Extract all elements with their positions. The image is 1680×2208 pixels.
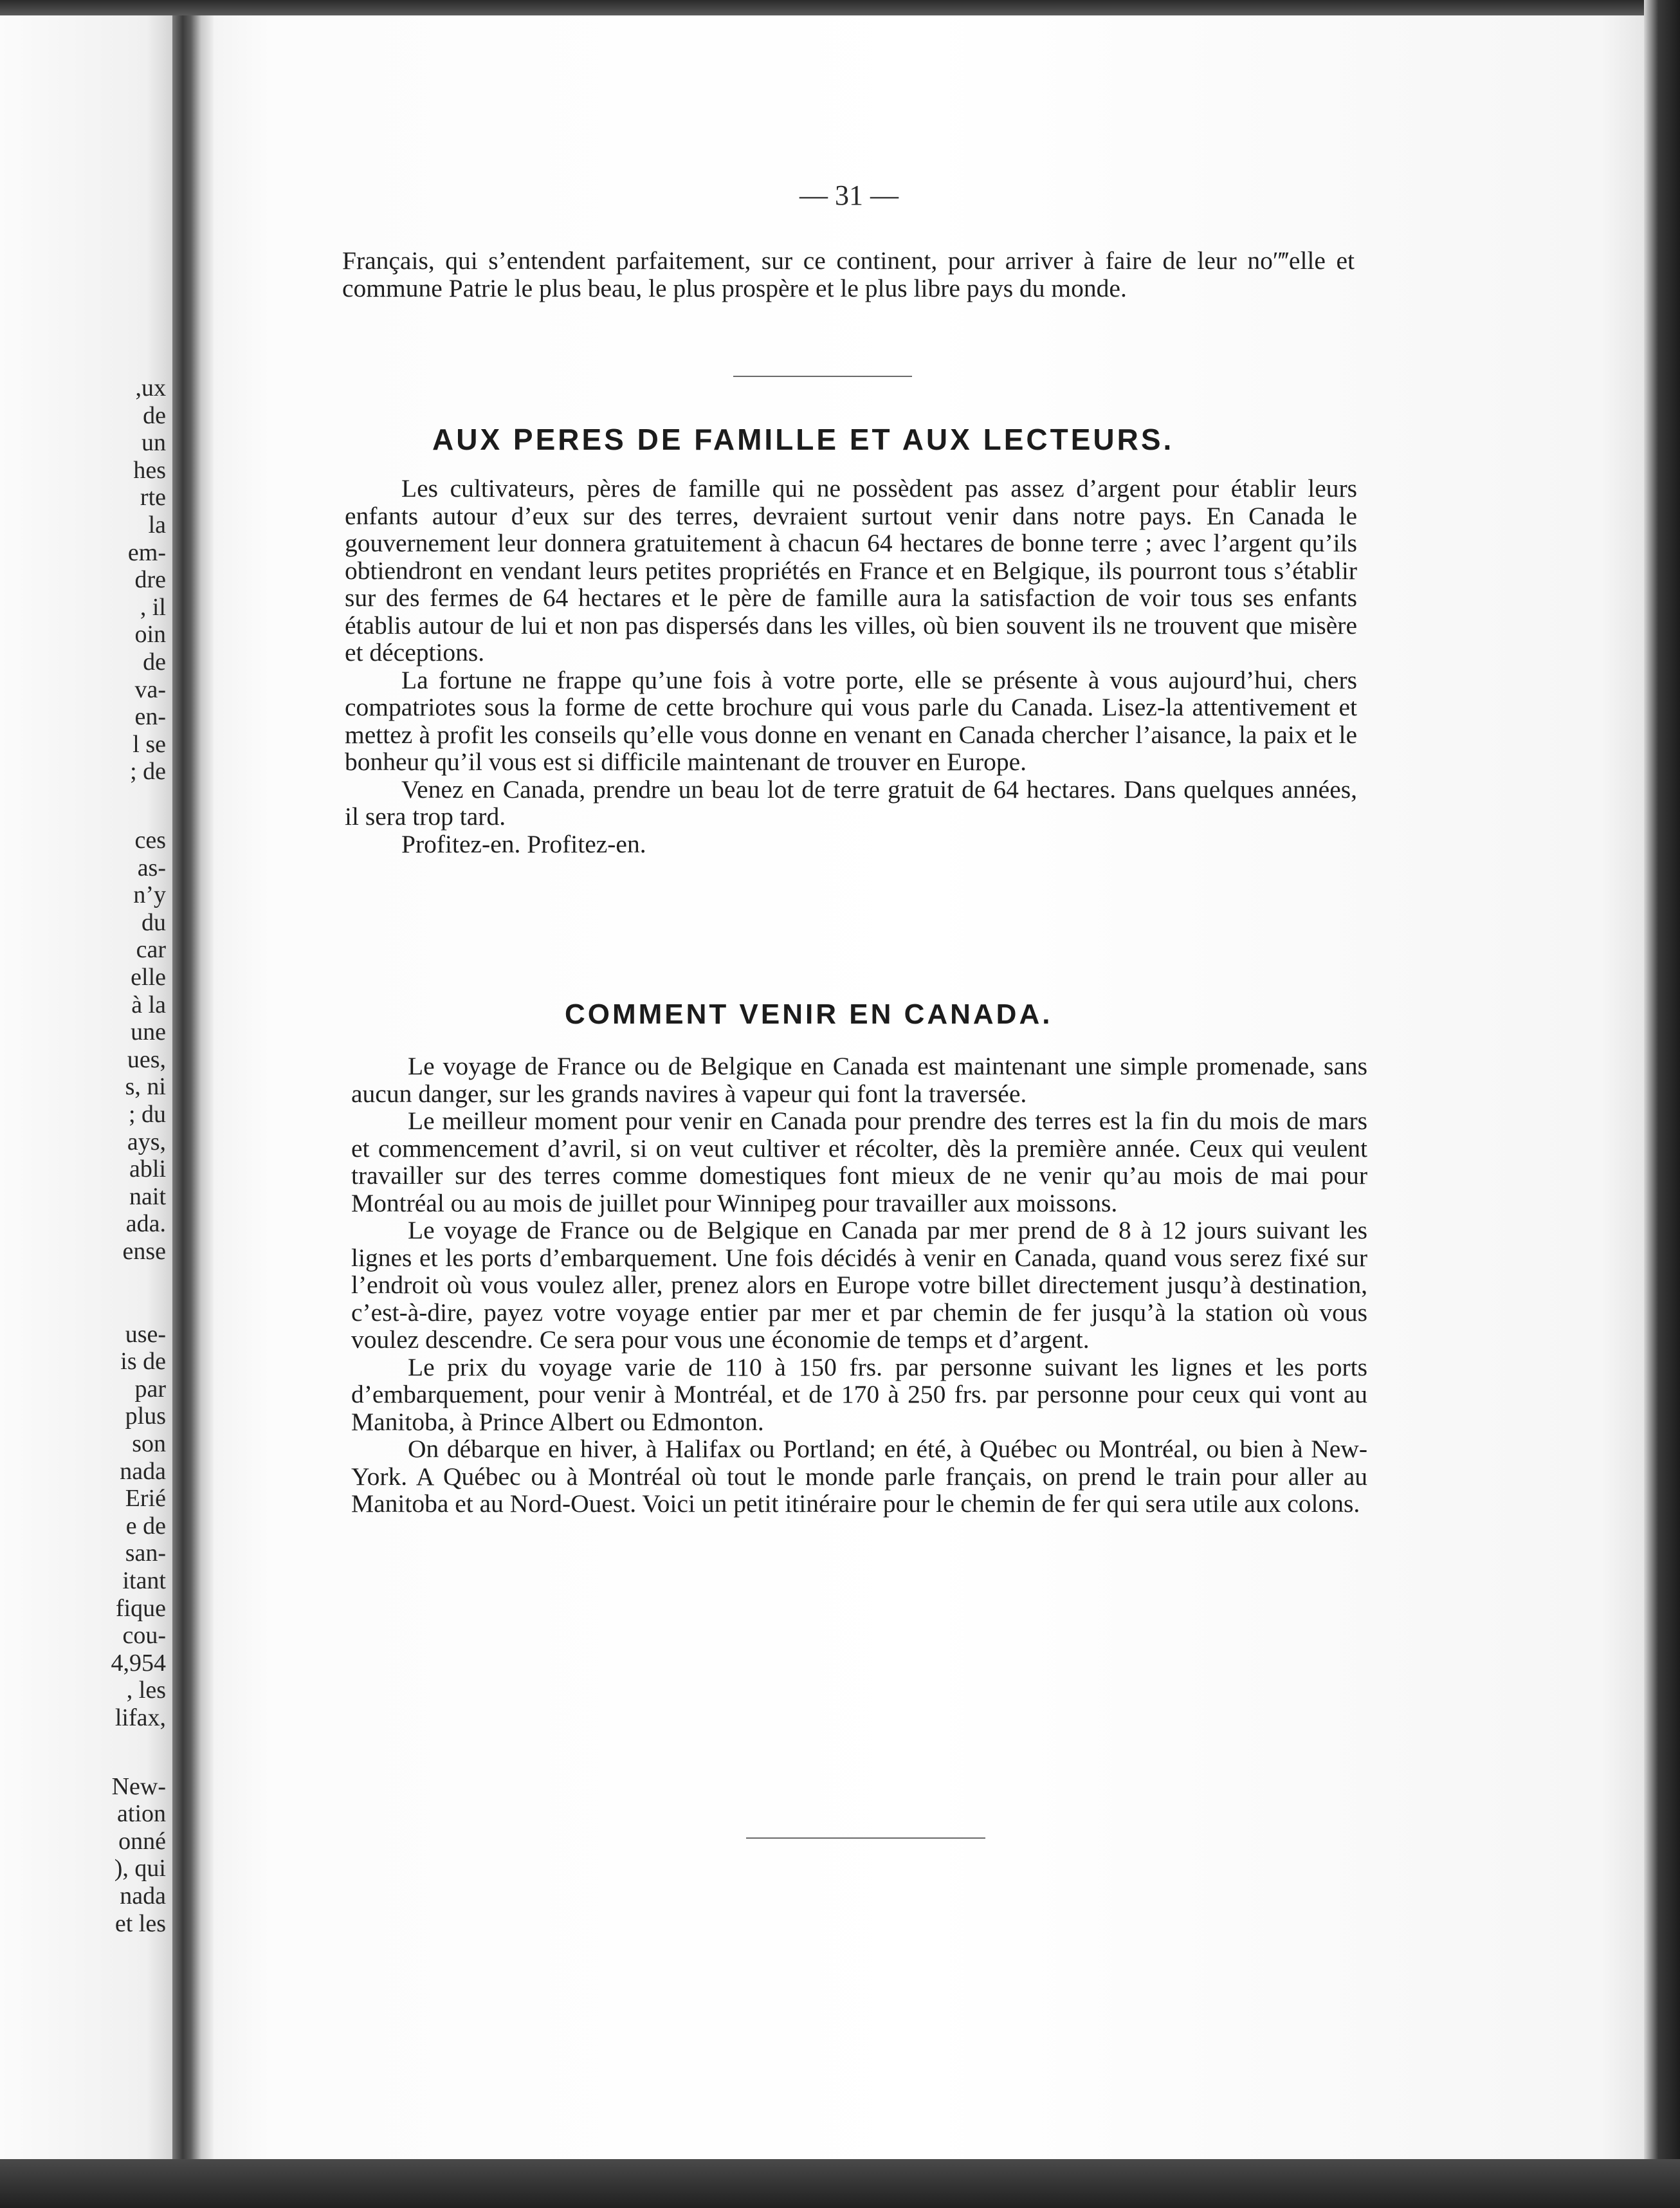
left-page-fragment: fique bbox=[115, 1594, 166, 1622]
section2-paragraph: Le voyage de France ou de Belgique en Canada par mer prend de 8 à 12 jours suivant les lignes et les ports d’embarquement. Une fois décidés à venir en Canada, quand vous serez fixé sur l’endroit où vous voulez aller, prenez alors en Europe votre billet directement jusqu’à destination, c’est-à-dire, payez votre voyage entier par mer et par chemin de fer jusqu’à la station où vous voulez descendre. Ce sera pour vous une économie de temps et d’argent. bbox=[351, 1216, 1367, 1354]
scan-right-edge bbox=[1644, 0, 1680, 2208]
left-page-fragment: onné bbox=[118, 1827, 166, 1855]
left-page-fragment: lifax, bbox=[114, 1704, 166, 1731]
left-page-fragment: use- bbox=[125, 1320, 166, 1348]
left-page-fragment: itant bbox=[122, 1567, 166, 1594]
left-page-fragment: , il bbox=[140, 593, 166, 621]
page-number: — 31 — bbox=[799, 179, 899, 211]
scan-top-edge bbox=[0, 0, 1680, 15]
section1-paragraph: Les cultivateurs, pères de famille qui ne possèdent pas assez d’argent pour établir leurs enfants autour d’eux sur des terres, devraient surtout venir dans notre pays. En Canada le gouvernement leur donnera gratuitement à chacun 64 hectares de bonne terre ; avec l’argent qu’ils obtiendront en vendant leurs petites propriétés en France et en Belgique, ils pourront tous s’établir sur des fermes de 64 hectares et le père de famille aura la satisfaction de voir tous ses enfants établis autour de lui et non pas dispersés dans les villes, où bien souvent ils ne trouvent que misère et déceptions. bbox=[345, 474, 1357, 667]
left-page-fragment: de bbox=[143, 649, 166, 676]
left-page-fragment: Erié bbox=[125, 1485, 166, 1513]
left-page-fragment: ), qui bbox=[114, 1855, 166, 1882]
intro-block bbox=[342, 247, 1355, 302]
left-page-fragment: ; du bbox=[128, 1101, 166, 1128]
section-divider bbox=[733, 376, 912, 377]
left-page-fragment: oin bbox=[134, 621, 166, 649]
left-page-fragment: l se bbox=[132, 730, 166, 758]
section2-paragraph: Le prix du voyage varie de 110 à 150 frs. par personne suivant les lignes et les ports d’embarquement, pour venir à Montréal, et de 170 à 250 frs. par personne pour ceux qui vont au Manitoba, à Prince Albert ou Edmonton. bbox=[351, 1352, 1367, 1436]
book-spine bbox=[172, 15, 214, 2159]
left-page-fragment: un bbox=[142, 429, 166, 457]
left-page-fragment: nada bbox=[120, 1882, 166, 1909]
left-page-fragment: as- bbox=[137, 854, 166, 881]
section1-heading: AUX PERES DE FAMILLE ET AUX LECTEURS. bbox=[432, 423, 1174, 456]
left-page-fragment: cou- bbox=[122, 1622, 166, 1650]
left-page-fragment: hes bbox=[133, 456, 166, 484]
left-page-fragment: dre bbox=[134, 566, 166, 594]
left-page-fragment: 4,954 bbox=[111, 1649, 166, 1677]
left-page bbox=[0, 15, 172, 2159]
left-page-fragment: nada bbox=[120, 1457, 166, 1485]
left-page-fragment: abli bbox=[129, 1155, 166, 1183]
section1-paragraph: Venez en Canada, prendre un beau lot de terre gratuit de 64 hectares. Dans quelques années, il sera trop tard. bbox=[345, 775, 1357, 831]
left-page-fragment: de bbox=[143, 401, 166, 429]
left-page-fragment: ,ux bbox=[135, 374, 166, 401]
section1-paragraph: Profitez-en. Profitez-en. bbox=[401, 829, 646, 858]
left-page-fragment: ation bbox=[117, 1800, 166, 1828]
left-page-fragment: en- bbox=[134, 703, 166, 731]
section2-paragraph: Le voyage de France ou de Belgique en Canada est maintenant une simple promenade, sans aucun danger, sur les grands navires à vapeur qui font la traversée. bbox=[351, 1052, 1367, 1108]
left-page-fragment: la bbox=[148, 511, 166, 538]
left-page-fragment: elle bbox=[131, 964, 166, 991]
left-page-fragment: et les bbox=[114, 1909, 166, 1937]
left-page-fragment: à la bbox=[131, 991, 166, 1018]
left-page-fragment: va- bbox=[134, 676, 166, 703]
left-page-fragment: plus bbox=[125, 1403, 166, 1430]
left-page-fragment: ; de bbox=[130, 758, 166, 786]
left-page-fragment: par bbox=[134, 1375, 166, 1403]
left-page-fragment: , les bbox=[126, 1677, 166, 1704]
left-page-fragment: ada. bbox=[125, 1210, 166, 1238]
left-page-fragment: ays, bbox=[127, 1128, 166, 1155]
section2-body bbox=[351, 1053, 1367, 1518]
left-page-fragment: New- bbox=[111, 1772, 166, 1800]
left-page-fragment: s, ni bbox=[125, 1073, 166, 1101]
left-page-fragment: du bbox=[142, 908, 166, 936]
section2-paragraph: On débarque en hiver, à Halifax ou Portland; en été, à Québec ou Montréal, ou bien à New-York. A Québec ou à Montréal où tout le monde parle français, on prend le train pour aller au Manitoba et au Nord-Ouest. Voici un petit itinéraire pour le chemin de fer qui sera utile aux colons. bbox=[351, 1435, 1367, 1518]
section1-paragraph: La fortune ne frappe qu’une fois à votre porte, elle se présente à vous aujourd’hui, chers compatriotes sous la forme de cette brochure qui vous parle du Canada. Lisez-la attentivement et mettez à profit les conseils qu’elle vous donne en venant en Canada chercher l’aisance, la paix et le bonheur qu’il vous est si difficile maintenant de trouver en Europe. bbox=[345, 665, 1357, 776]
left-page-fragment: son bbox=[132, 1430, 166, 1457]
left-page-fragment: ues, bbox=[127, 1045, 166, 1073]
scan-bottom-edge bbox=[0, 2159, 1680, 2208]
left-page-fragment: car bbox=[136, 936, 166, 964]
section1-body bbox=[345, 475, 1357, 858]
left-page-fragment: ense bbox=[122, 1238, 166, 1265]
left-page-fragment: san- bbox=[125, 1540, 166, 1567]
left-page-fragment: nait bbox=[129, 1182, 166, 1210]
intro-paragraph: Français, qui s’entendent parfaitement, sur ce continent, pour arriver à faire de leur no′‴elle et commune Patrie le plus beau, le plus prospère et le plus libre pays du monde. bbox=[342, 246, 1355, 302]
left-page-fragment: rte bbox=[140, 484, 166, 511]
left-page-fragment: is de bbox=[120, 1348, 166, 1375]
left-page-fragment: n’y bbox=[133, 881, 166, 909]
left-page-fragment: une bbox=[131, 1018, 166, 1046]
left-page-fragment: em- bbox=[127, 538, 166, 566]
section2-paragraph: Le meilleur moment pour venir en Canada pour prendre des terres est la fin du mois de mars et commencement d’avril, si on veut cultiver et récolter, dès la première année. Ceux qui veulent travailler sur des terres comme domestiques font mieux de ne venir qu’au mois de mai pour Montréal ou au mois de juillet pour Winnipeg pour travailler aux moissons. bbox=[351, 1107, 1367, 1217]
left-page-fragment: ces bbox=[134, 827, 166, 854]
section2-heading: COMMENT VENIR EN CANADA. bbox=[565, 998, 1053, 1030]
left-page-fragment: e de bbox=[125, 1512, 166, 1540]
end-rule bbox=[746, 1837, 985, 1839]
